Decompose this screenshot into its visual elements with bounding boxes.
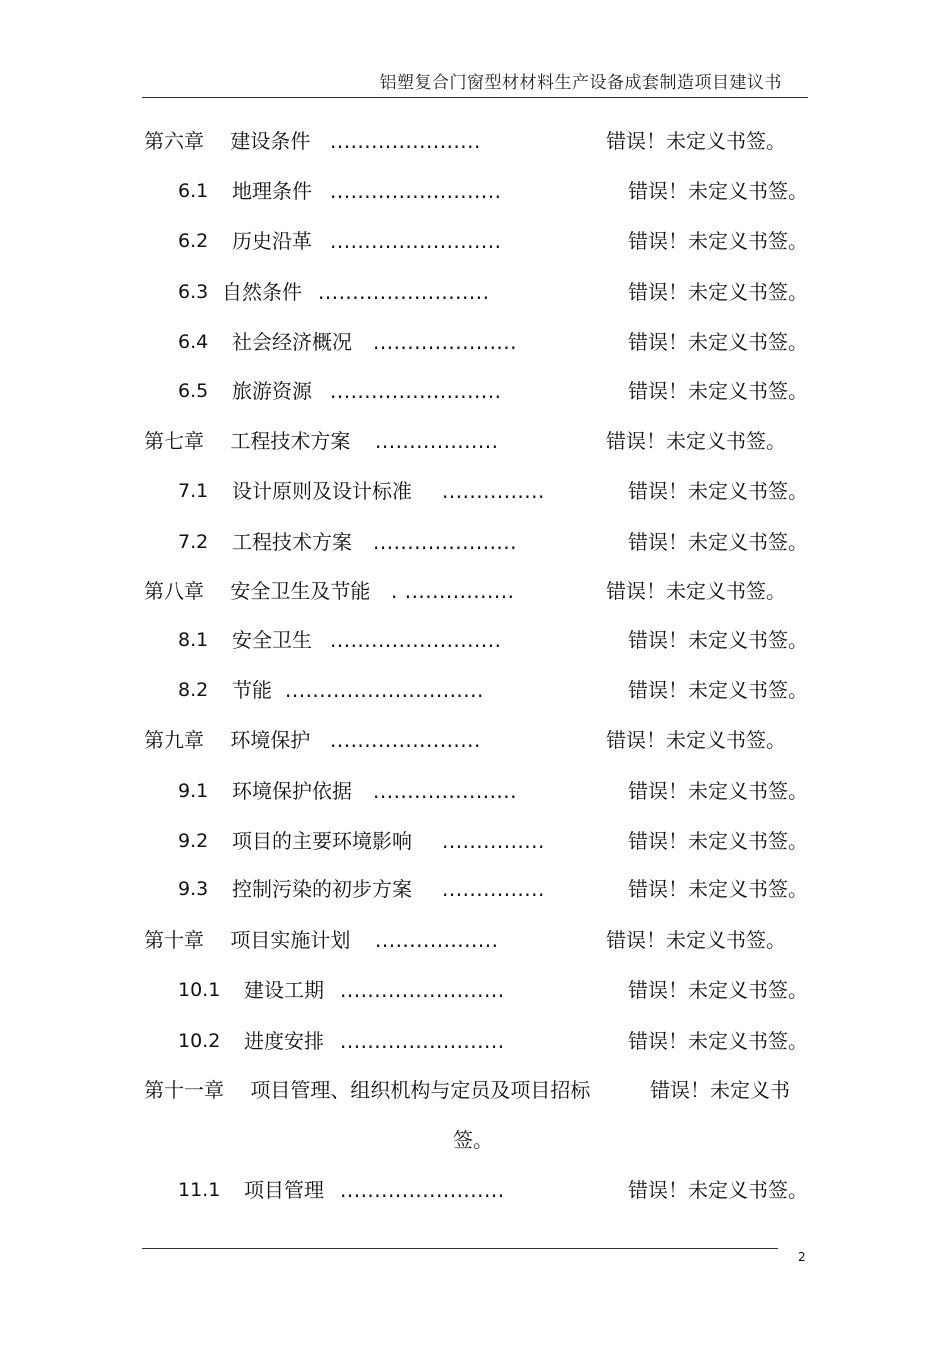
page-header-title: 铝塑复合门窗型材材料生产设备成套制造项目建议书 <box>379 73 782 93</box>
toc-page-ref: 错误！未定义书签。 <box>606 928 786 952</box>
toc-page-ref: 错误！未定义书签。 <box>628 530 808 554</box>
toc-leader: ......................... <box>318 280 490 304</box>
toc-leader: ...................... <box>330 728 481 752</box>
toc-title: 自然条件 <box>222 280 302 304</box>
toc-section-number: 6.2 <box>178 230 209 252</box>
header-rule <box>142 97 808 98</box>
toc-title: 控制污染的初步方案 <box>232 877 412 901</box>
toc-page-ref: 错误！未定义书签。 <box>606 129 786 153</box>
toc-page-ref: 错误！未定义书签。 <box>628 978 808 1002</box>
toc-leader: ........................ <box>340 1029 505 1053</box>
toc-page-ref: 错误！未定义书签。 <box>628 330 808 354</box>
toc-leader: ......................... <box>330 379 502 403</box>
toc-section-6-5 <box>0 376 950 406</box>
toc-title: 第十一章 项目管理、组织机构与定员及项目招标 <box>144 1078 591 1102</box>
toc-title: 旅游资源 <box>232 379 312 403</box>
toc-page-ref: 错误！未定义书签。 <box>628 779 808 803</box>
toc-page-ref: 错误！未定义书签。 <box>628 678 808 702</box>
toc-section-number: 7.2 <box>178 531 209 553</box>
toc-chapter-10 <box>0 925 950 955</box>
toc-section-number: 6.4 <box>178 331 209 353</box>
toc-leader: ......................... <box>330 179 502 203</box>
toc-page-ref: 错误！未定义书签。 <box>628 1029 808 1053</box>
toc-title: 项目的主要环境影响 <box>232 829 412 853</box>
toc-page-ref: 错误！未定义书签。 <box>628 229 808 253</box>
toc-page-ref: 错误！未定义书签。 <box>628 280 808 304</box>
toc-page-ref: 错误！未定义书签。 <box>628 829 808 853</box>
toc-title: 第七章 工程技术方案 <box>144 429 351 453</box>
toc-page-ref: 错误！未定义书签。 <box>628 379 808 403</box>
toc-section-number: 10.1 <box>178 979 221 1001</box>
toc-chapter-11 <box>0 1075 950 1105</box>
toc-page-ref-continued: 签。 <box>453 1128 493 1152</box>
toc-section-number: 11.1 <box>178 1179 221 1201</box>
toc-page-ref: 错误！未定义书签。 <box>606 728 786 752</box>
toc-chapter-8 <box>0 576 950 606</box>
toc-section-number: 9.1 <box>178 780 209 802</box>
toc-section-8-2 <box>0 675 950 705</box>
toc-section-number: 9.2 <box>178 830 209 852</box>
toc-section-number: 8.2 <box>178 679 209 701</box>
toc-title: 节能 <box>232 678 272 702</box>
toc-section-9-2 <box>0 826 950 856</box>
toc-leader: . ................ <box>391 579 515 603</box>
toc-title: 设计原则及设计标准 <box>232 479 412 503</box>
toc-leader: ............... <box>442 877 545 901</box>
toc-page-ref: 错误！未定义书签。 <box>606 429 786 453</box>
toc-title: 环境保护依据 <box>232 779 352 803</box>
toc-page-ref: 错误！未定义书签。 <box>628 179 808 203</box>
toc-chapter-9 <box>0 725 950 755</box>
toc-leader: ............... <box>442 829 545 853</box>
toc-leader: ...................... <box>330 129 481 153</box>
toc-section-9-3 <box>0 874 950 904</box>
toc-section-number: 9.3 <box>178 878 209 900</box>
toc-section-10-2 <box>0 1026 950 1056</box>
toc-chapter-7 <box>0 426 950 456</box>
toc-leader: ......................... <box>330 628 502 652</box>
toc-section-10-1 <box>0 975 950 1005</box>
toc-leader: ........................ <box>340 978 505 1002</box>
footer-rule <box>142 1248 778 1249</box>
toc-title: 进度安排 <box>244 1029 324 1053</box>
toc-page-ref: 错误！未定义书 <box>650 1078 790 1102</box>
toc-title: 社会经济概况 <box>232 330 352 354</box>
toc-title: 地理条件 <box>232 179 312 203</box>
toc-title: 工程技术方案 <box>232 530 352 554</box>
toc-title: 第九章 环境保护 <box>144 728 311 752</box>
toc-title: 建设工期 <box>244 978 324 1002</box>
toc-leader: ..................... <box>373 779 518 803</box>
toc-leader: ............... <box>442 479 545 503</box>
toc-section-number: 6.3 <box>178 281 209 303</box>
toc-leader: ..................... <box>373 330 518 354</box>
toc-section-6-2 <box>0 226 950 256</box>
toc-leader: ............................. <box>285 678 484 702</box>
toc-section-6-3 <box>0 277 950 307</box>
toc-page-ref: 错误！未定义书签。 <box>628 628 808 652</box>
toc-title: 第十章 项目实施计划 <box>144 928 351 952</box>
toc-title: 第八章 安全卫生及节能 <box>144 579 371 603</box>
toc-section-8-1 <box>0 625 950 655</box>
toc-section-number: 10.2 <box>178 1030 221 1052</box>
toc-section-number: 8.1 <box>178 629 209 651</box>
toc-page-ref: 错误！未定义书签。 <box>606 579 786 603</box>
toc-section-6-1 <box>0 176 950 206</box>
toc-page-ref: 错误！未定义书签。 <box>628 877 808 901</box>
toc-section-7-1 <box>0 476 950 506</box>
toc-section-11-1 <box>0 1175 950 1205</box>
toc-leader: .................. <box>375 429 499 453</box>
toc-section-number: 6.1 <box>178 180 209 202</box>
toc-section-number: 7.1 <box>178 480 209 502</box>
toc-section-7-2 <box>0 527 950 557</box>
toc-title: 第六章 建设条件 <box>144 129 311 153</box>
toc-leader: .................. <box>375 928 499 952</box>
toc-section-number: 6.5 <box>178 380 209 402</box>
page-number: 2 <box>798 1250 806 1264</box>
toc-chapter-6 <box>0 126 950 156</box>
toc-page-ref: 错误！未定义书签。 <box>628 479 808 503</box>
toc-title: 历史沿革 <box>232 229 312 253</box>
toc-title: 项目管理 <box>244 1178 324 1202</box>
toc-chapter-11-continuation <box>0 1125 950 1155</box>
toc-section-9-1 <box>0 776 950 806</box>
toc-leader: ......................... <box>330 229 502 253</box>
toc-title: 安全卫生 <box>232 628 312 652</box>
toc-leader: ..................... <box>373 530 518 554</box>
toc-leader: ........................ <box>340 1178 505 1202</box>
toc-section-6-4 <box>0 327 950 357</box>
toc-page-ref: 错误！未定义书签。 <box>628 1178 808 1202</box>
